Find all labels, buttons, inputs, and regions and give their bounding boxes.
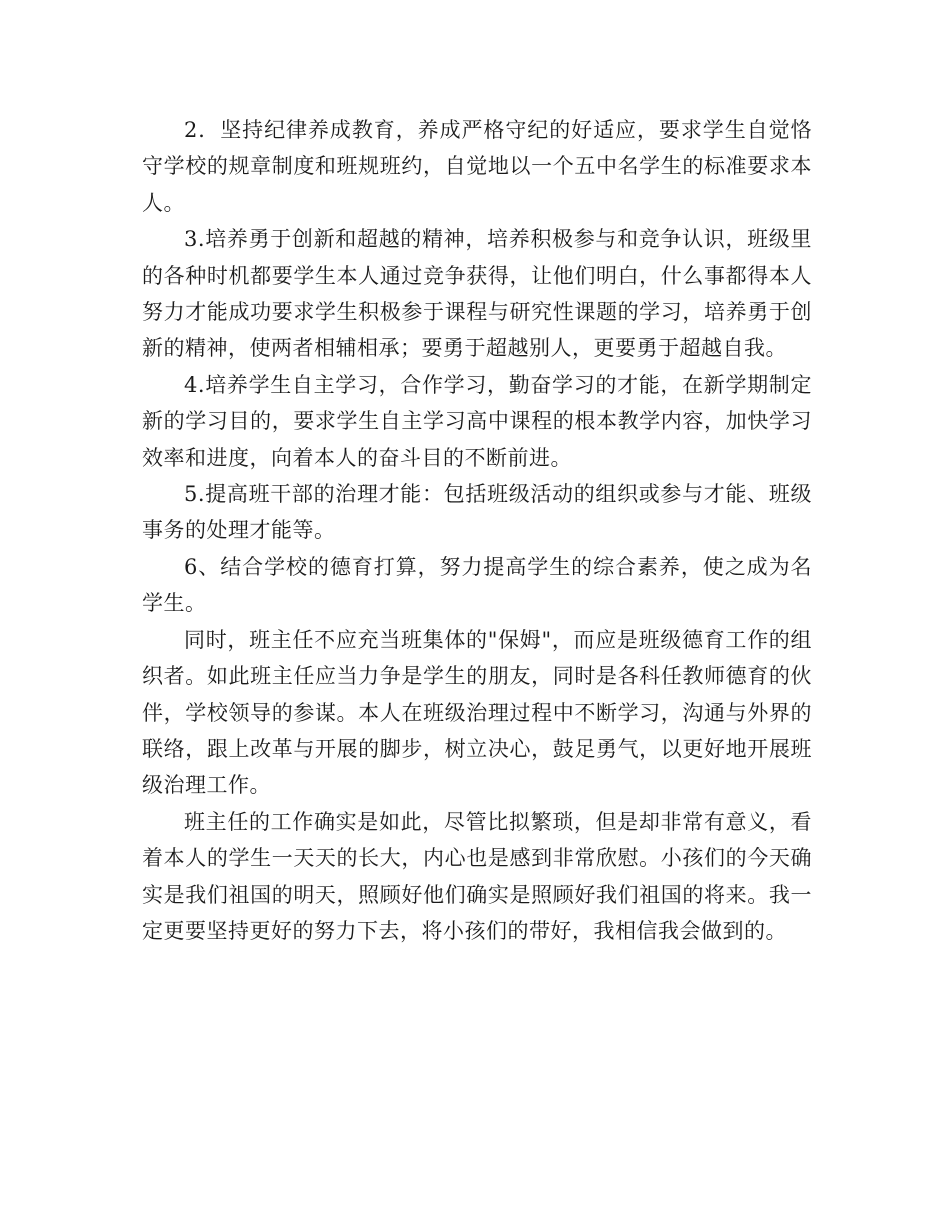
paragraph-discipline: 2．坚持纪律养成教育，养成严格守纪的好适应，要求学生自觉恪守学校的规章制度和班规班约，自觉地以一个五中名学生的标准要求本人。 [142,118,812,215]
paragraph-head-teacher-role: 同时，班主任不应充当班集体的"保姆"，而应是班级德育工作的组织者。如此班主任应当力争是学生的朋友，同时是各科任教师德育的伙伴，学校领导的参谋。本人在班级治理过程中不断学习，沟通与外界的联络，跟上改革与开展的脚步，树立决心，鼓足勇气，以更好地开展班级治理工作。 [142,627,812,798]
paragraph-class-cadres: 5.提高班干部的治理才能：包括班级活动的组织或参与才能、班级事务的处理才能等。 [142,482,812,543]
document-body [142,112,812,949]
paragraph-conclusion: 班主任的工作确实是如此，尽管比拟繁琐，但是却非常有意义，看着本人的学生一天天的长大，内心也是感到非常欣慰。小孩们的今天确实是我们祖国的明天，照顾好他们确实是照顾好我们祖国的将来。我一定更要坚持更好的努力下去，将小孩们的带好，我相信我会做到的。 [142,809,812,943]
paragraph-innovation: 3.培养勇于创新和超越的精神，培养积极参与和竞争认识，班级里的各种时机都要学生本人通过竞争获得，让他们明白，什么事都得本人努力才能成功要求学生积极参于课程与研究性课题的学习，培养勇于创新的精神，使两者相辅相承；要勇于超越别人，更要勇于超越自我。 [142,227,812,361]
paragraph-moral-education: 6、结合学校的德育打算，努力提高学生的综合素养，使之成为名学生。 [142,554,812,616]
paragraph-self-study: 4.培养学生自主学习，合作学习，勤奋学习的才能，在新学期制定新的学习目的，要求学生自主学习高中课程的根本教学内容，加快学习效率和进度，向着本人的奋斗目的不断前进。 [142,372,812,470]
